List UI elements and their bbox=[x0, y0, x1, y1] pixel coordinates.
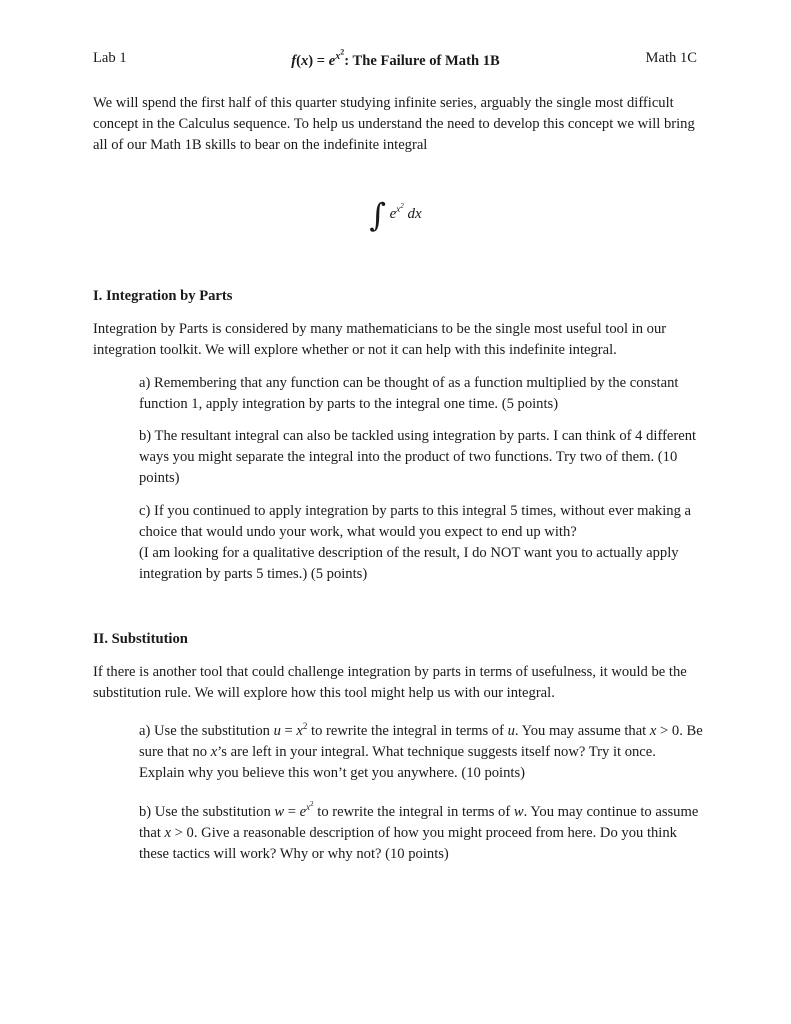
question-substitution-b: b) Use the substitution $w = e^{x^2}$ to rewrite the integral in terms of w. You may continue to assume that x > 0. Give a reasonable description of how you might proceed from here. Do you think these tactics will work? Why or why not? (10 points) bbox=[139, 800, 699, 862]
question-parts-c bbox=[139, 501, 704, 585]
section-heading-substitution: II. Substitution bbox=[93, 631, 188, 647]
section-intro-integration-by-parts: Integration by Parts is considered by many mathematicians to be the single most useful tool in our integration toolkit. We will explore whether or not it can help with this indefinite integral. bbox=[93, 321, 667, 358]
header-course-label: Math 1C bbox=[645, 50, 697, 66]
question-parts-a: a) Remembering that any function can be thought of as a function multiplied by the constant function 1, apply integration by parts to the integral one time. (5 points) bbox=[139, 375, 679, 412]
question-parts-c-note: (I am looking for a qualitative description of the result, I do NOT want you to actually apply integration by parts 5 times.) (5 points) bbox=[139, 545, 679, 582]
integral-sign: ∫ bbox=[369, 196, 386, 234]
page-title-text: : The Failure of Math 1B bbox=[344, 53, 500, 70]
q-sub-b-part: b) Use the substitution bbox=[139, 803, 275, 820]
integrand: $e^{x^2}$ dx bbox=[389, 202, 422, 222]
intro-paragraph bbox=[93, 93, 703, 156]
intro-text: We will spend the first half of this quarter studying infinite series, arguably the single most difficult concept in the Calculus sequence. To help us understand the need to develop this concept we will bring all of our Math 1B skills to bear on the indefinite integral bbox=[93, 95, 695, 153]
q-sub-b-part: . You may continue to assume that bbox=[139, 803, 699, 841]
q-sub-a-part: . You may assume that bbox=[514, 722, 650, 739]
q-sub-a-part: to rewrite the integral in terms of bbox=[307, 722, 508, 739]
question-parts-c-text: c) If you continued to apply integration by parts to this integral 5 times, without ever making a choice that would undo your work, what would you expect to end up with? bbox=[139, 503, 692, 540]
header-lab-label: Lab 1 bbox=[93, 50, 127, 66]
q-sub-b-part: . Give a reasonable description of how you might proceed from here. Do you think these tactics will work? Why or why not? (10 points) bbox=[139, 824, 677, 862]
section-intro-substitution: If there is another tool that could challenge integration by parts in terms of usefulness, it would be the substitution rule. We will explore how this tool might help us with our integral. bbox=[93, 664, 687, 701]
integral-display bbox=[0, 196, 791, 234]
question-parts-b: b) The resultant integral can also be tackled using integration by parts. I can think of 4 different ways you might separate the integral into the product of two functions. Try two of them. (10 points) bbox=[139, 428, 697, 486]
q-sub-b-part: to rewrite the integral in terms of bbox=[313, 803, 514, 820]
section-heading-integration-by-parts: I. Integration by Parts bbox=[93, 288, 233, 304]
page-title: $f(x) = e^{x^2}$: The Failure of Math 1B bbox=[291, 48, 500, 70]
q-sub-a-part: ’s are left in your integral. What technique suggests itself now? Try it once. Explain why you believe this won’t get you anywhere. (10 points) bbox=[139, 743, 656, 781]
question-substitution-a: a) Use the substitution $u = x^2$ to rewrite the integral in terms of u. You may assume that x > 0. Be sure that no x’s are left in your integral. What technique suggests itself now? Try it once. Explain why you believe this won’t get you anywhere. (10 points) bbox=[139, 721, 703, 781]
q-sub-a-part: a) Use the substitution bbox=[139, 722, 274, 739]
q-sub-a-part: . Be sure that no bbox=[139, 722, 703, 760]
